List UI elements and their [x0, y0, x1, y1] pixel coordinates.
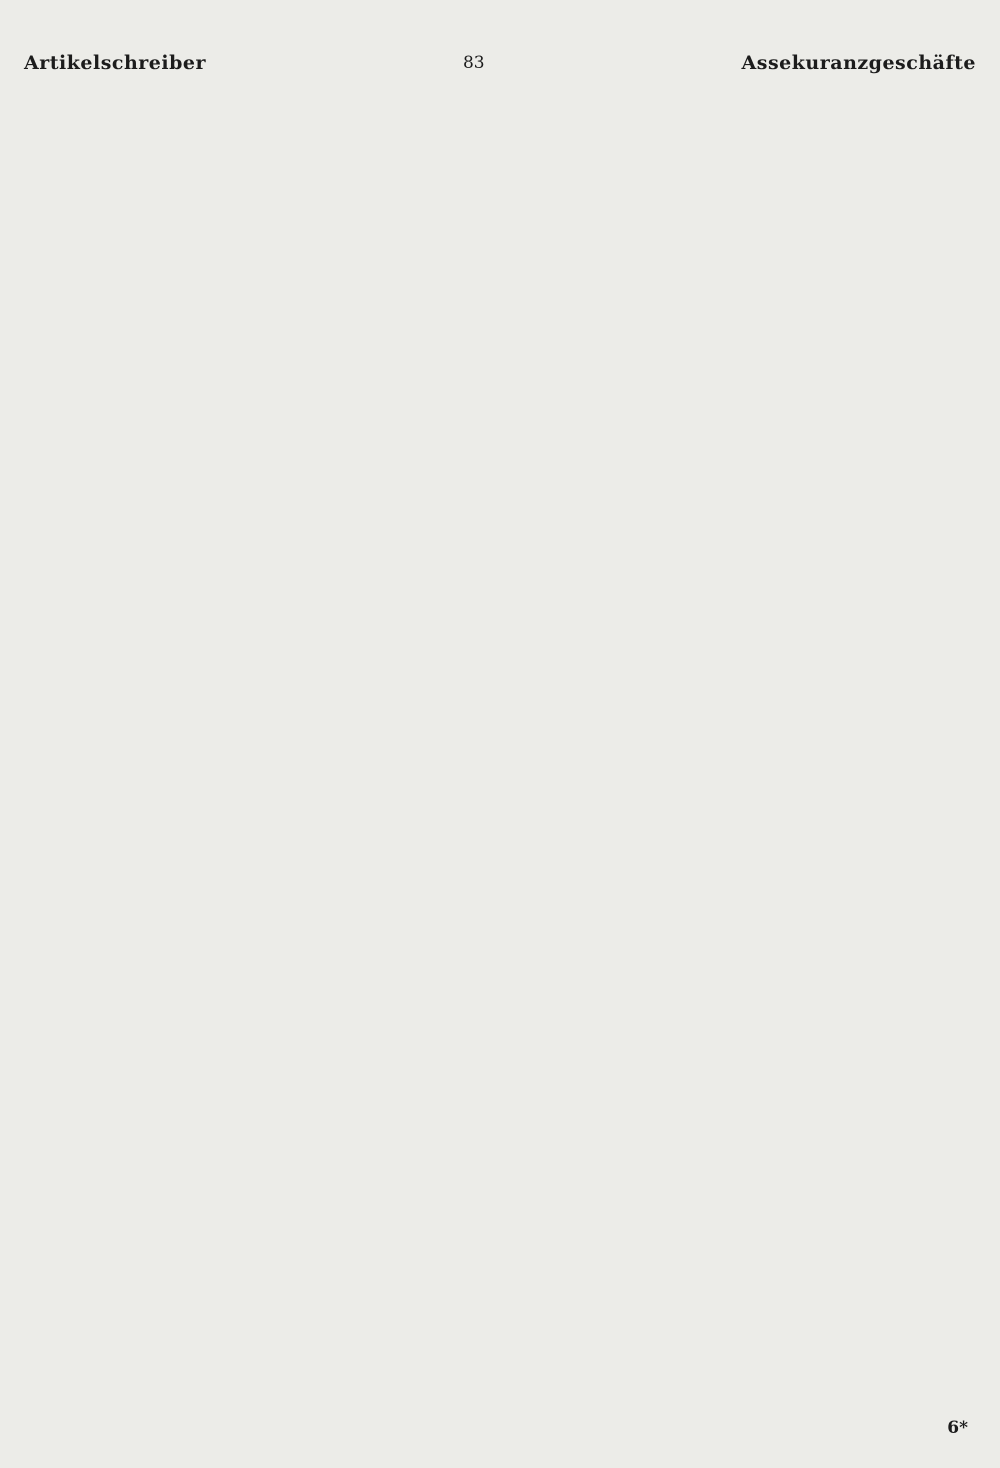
column-middle [347, 92, 654, 1400]
signature-mark: 6* [947, 1418, 968, 1438]
page-number: 83 [462, 53, 485, 73]
column-right [667, 92, 974, 1400]
page-header [24, 48, 976, 78]
dictionary-columns [26, 92, 974, 1400]
column-left [26, 92, 333, 1400]
right-running-head: Assekuranzgeschäfte [741, 52, 976, 74]
left-running-head: Artikelschreiber [24, 52, 206, 74]
